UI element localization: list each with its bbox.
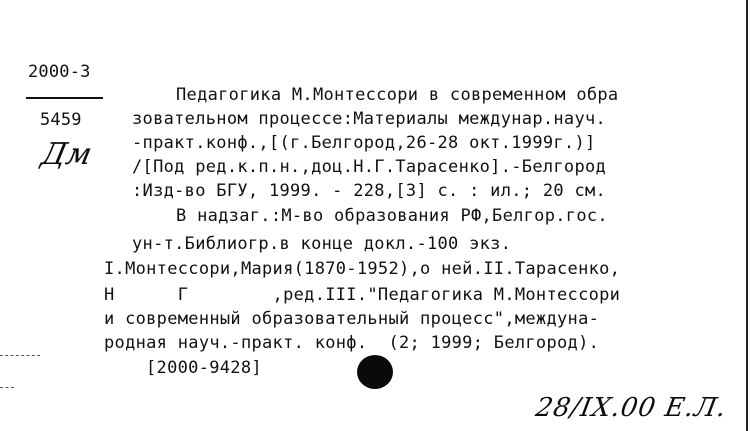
card-line-5: :Изд-во БГУ, 1999. - 228,[3] с. : ил.; 20 см. xyxy=(132,181,607,201)
card-line-8: I.Монтессори,Мария(1870-1952),о ней.II.Тарасенко, xyxy=(104,259,621,279)
card-line-7: ун-т.Библиогр.в конце докл.-100 экз. xyxy=(132,234,512,254)
header-rule xyxy=(26,97,103,99)
ink-blot xyxy=(357,355,393,389)
handwritten-initials: Дм xyxy=(38,137,95,172)
card-line-6: В надзаг.:М-во образования РФ,Белгор.гос. xyxy=(176,206,608,226)
registration-number: [2000-9428] xyxy=(146,358,262,378)
card-line-9: Н Г ,ред.III."Педагогика М.Монтессори xyxy=(104,285,621,305)
handwritten-date-note: 28/IX.00 Е.Л. xyxy=(533,393,730,423)
scan-dash-left xyxy=(0,355,40,357)
inventory-number: 5459 xyxy=(40,110,82,130)
card-line-4: /[Под ред.к.п.н.,доц.Н.Г.Тарасенко].-Белгород xyxy=(132,157,607,177)
card-line-11: родная науч.-практ. конф. (2; 1999; Белгород). xyxy=(104,333,600,353)
shelf-code: 2000-3 xyxy=(28,62,91,82)
card-right-edge xyxy=(746,0,748,431)
card-line-1: Педагогика М.Монтессори в современном обра xyxy=(176,85,619,105)
card-line-2: зовательном процессе:Материалы междунар.науч. xyxy=(132,109,607,129)
card-line-10: и современный образовательный процесс",междуна- xyxy=(104,309,600,329)
scan-dash-left-lower xyxy=(0,387,14,389)
card-line-3: -практ.конф.,[(г.Белгород,26-28 окт.1999г.)] xyxy=(132,133,596,153)
